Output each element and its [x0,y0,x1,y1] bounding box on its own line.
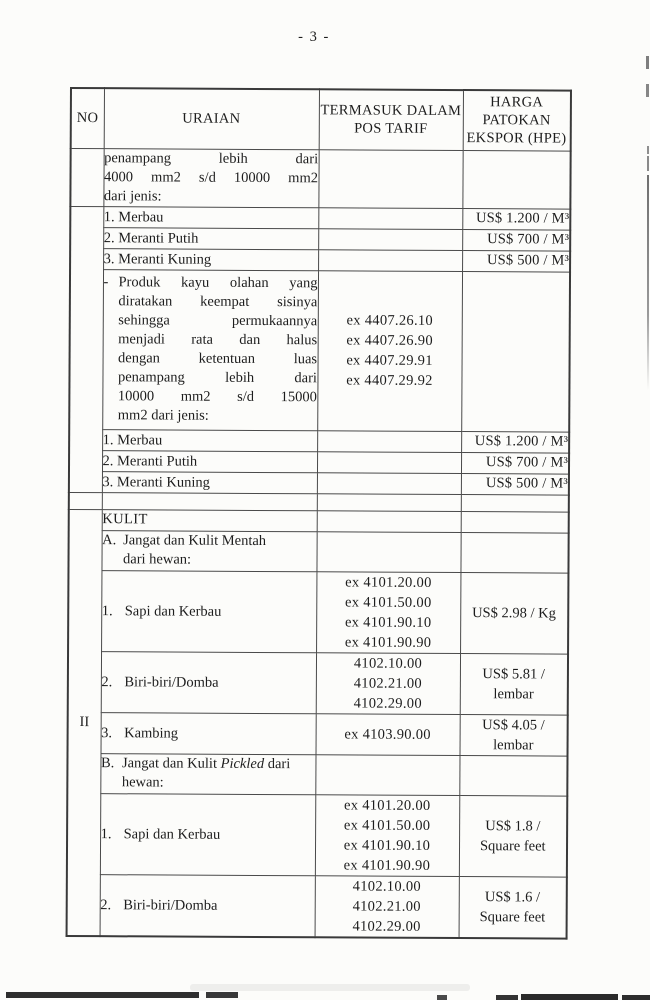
text-segment: dari hewan: [121,755,291,791]
list-number: 1. [100,825,112,842]
tariff-table [66,87,572,939]
tariff-code: ex 4101.50.00 [343,816,431,834]
cell-hpe: US$ 500 / M³ [461,473,569,495]
text-line: Produk kayu olahan yang [118,274,318,292]
cell-uraian: 3. Meranti Kuning [103,248,318,270]
cell-hpe-empty [461,511,569,533]
cell-empty [102,492,317,510]
tariff-code: ex 4407.29.92 [346,372,433,389]
text-line: dari jenis: [103,187,162,204]
cell-empty [69,492,102,509]
item-text: Sapi dan Kerbau [124,602,222,620]
list-label: A. [102,531,117,548]
table-row [68,712,568,756]
cell-hpe: US$ 700 / M³ [461,452,569,474]
cell-pos-empty [315,754,459,795]
cell-pos-empty [318,207,462,229]
cell-hpe-empty [461,271,570,432]
text-segment-italic: Pickled [220,755,265,772]
cell-empty [317,493,461,511]
table-row [68,651,568,715]
cell-pos-codes [315,794,459,876]
cell-pos-empty [317,430,461,452]
header-no: NO [71,88,104,148]
cell-hpe: US$ 5.81 / lembar [460,653,568,715]
item-text: Biri-biri/Domba [123,896,218,914]
cell-uraian-subsection [101,530,316,571]
cell-uraian-continuation [103,148,318,207]
scan-artifact-smudge [190,984,470,991]
scan-artifact-bottom-bar [437,995,447,1000]
text-line: menjadi rata dan halus [118,331,318,349]
tariff-code: ex 4407.26.10 [346,312,434,329]
table-row [68,570,568,654]
tariff-code: ex 4407.29.91 [346,352,433,369]
scan-artifact-bottom-bar [206,992,238,998]
cell-pos-empty [317,451,461,473]
cell-uraian [100,874,315,937]
cell-pos-empty [318,149,462,208]
item-text: Sapi dan Kerbau [123,825,221,843]
cell-no-empty [69,206,103,492]
scan-artifact-bottom-bar [496,995,518,1000]
list-number: 2. [100,896,112,913]
cell-hpe: US$ 1.200 / M³ [461,431,569,453]
item-text: Biri-biri/Domba [124,673,219,691]
cell-uraian [100,793,315,875]
cell-pos-codes [317,270,462,431]
cell-uraian-section-title: KULIT [102,509,317,531]
tariff-code: ex 4407.26.90 [346,332,433,349]
tariff-code: ex 4101.20.00 [343,796,431,814]
cell-empty [461,494,569,512]
list-label: B. [100,754,115,771]
table-row [67,874,567,938]
cell-hpe: US$ 1.8 / Square feet [459,795,567,877]
text-line: 4000 mm2 s/d 10000 mm2 [103,168,319,186]
item-text: Kambing [124,724,179,742]
tariff-code: ex 4103.90.00 [344,725,431,743]
table-row [70,148,570,209]
page-number: - 3 - [298,29,330,45]
cell-no-empty [70,148,103,206]
cell-hpe-empty [460,532,568,573]
text-line: sehingga permukaannya [118,312,318,330]
tariff-code: ex 4101.90.90 [343,856,431,874]
scan-artifact-bottom-bar [521,994,618,1000]
cell-uraian-subsection [100,753,315,794]
cell-uraian: 1. Merbau [103,206,318,228]
table-row [67,753,567,796]
table-row [70,206,570,230]
tariff-code: 4102.10.00 [353,654,423,672]
table-row [68,530,568,573]
table-row [69,471,569,495]
cell-hpe: US$ 2.98 / Kg [460,572,568,654]
cell-no-section: II [67,509,102,936]
cell-pos-empty [316,531,460,572]
table-row [69,450,569,474]
scan-artifact-edge-dash [647,156,649,171]
cell-pos-codes [316,652,460,714]
text-line: diratakan keempat sisinya [118,293,318,311]
table-row [69,269,570,432]
text-line: 10000 mm2 s/d 15000 [117,388,317,406]
header-uraian: URAIAN [104,88,319,149]
scan-artifact-bottom-bar [622,995,650,1000]
tariff-code: ex 4101.20.00 [345,573,432,591]
produk-text [118,273,318,426]
cell-hpe: US$ 1.200 / M³ [462,208,570,230]
cell-pos-codes [316,571,460,653]
scan-artifact-edge-dash [646,84,649,97]
cell-uraian: 2. Meranti Putih [102,450,317,472]
tariff-code: 4102.29.00 [352,917,421,935]
list-number: 3. [101,724,113,741]
tariff-code: ex 4101.90.90 [344,633,432,651]
cell-pos-empty [317,510,461,532]
cell-uraian: 1. Merbau [102,429,317,451]
table-row [67,793,567,877]
text-line: dengan ketentuan luas [118,350,318,368]
tariff-code: ex 4101.90.10 [344,613,432,631]
cell-pos-codes [315,875,459,937]
cell-uraian-produk [102,269,318,430]
tariff-code: 4102.29.00 [353,694,422,712]
tariff-code: 4102.21.00 [353,674,423,692]
cell-hpe: US$ 1.6 / Square feet [459,876,567,938]
header-hpe: HARGA PATOKAN EKSPOR (HPE) [463,90,571,151]
list-number: 1. [101,602,113,619]
subsection-text: Jangat dan Kulit Mentah dari hewan: [122,531,267,568]
tariff-table-container [66,87,572,939]
text-line: penampang lebih dari [117,369,318,387]
cell-pos-empty [318,228,462,250]
cell-uraian: 2. Meranti Putih [103,227,318,249]
cell-hpe: US$ 500 / M³ [462,250,570,272]
tariff-code: ex 4101.50.00 [345,593,432,611]
scan-artifact-edge-dash [647,146,649,154]
scan-artifact-edge-line [647,175,649,390]
cell-pos-codes [316,713,460,755]
tariff-code: ex 4101.90.10 [343,836,431,854]
cell-uraian [101,712,316,754]
cell-hpe-empty [459,755,567,796]
cell-pos-empty [318,249,462,271]
text-line: penampang lebih dari [104,149,319,167]
scan-artifact-edge-dash [646,56,649,69]
cell-hpe: US$ 700 / M³ [462,229,570,251]
text-segment: Jangat dan Kulit [121,754,221,772]
table-row [70,248,570,272]
list-dash: - [103,274,109,291]
tariff-code: 4102.10.00 [352,877,421,895]
table-row [69,509,569,533]
list-number: 2. [101,673,113,690]
cell-pos-empty [317,472,461,494]
table-row [70,227,570,251]
cell-uraian [101,570,316,652]
cell-uraian: 3. Meranti Kuning [102,471,317,493]
text-line: mm2 dari jenis: [117,407,209,424]
table-header-row [71,88,571,151]
header-pos-tarif: TERMASUK DALAM POS TARIF [319,89,463,150]
cell-hpe: US$ 4.05 / lembar [460,714,568,756]
scan-artifact-bottom-bar [6,992,199,998]
tariff-code: 4102.21.00 [352,897,421,915]
cell-hpe-empty [462,150,570,209]
table-row [69,429,569,453]
cell-uraian [101,651,316,713]
subsection-text [122,754,315,794]
